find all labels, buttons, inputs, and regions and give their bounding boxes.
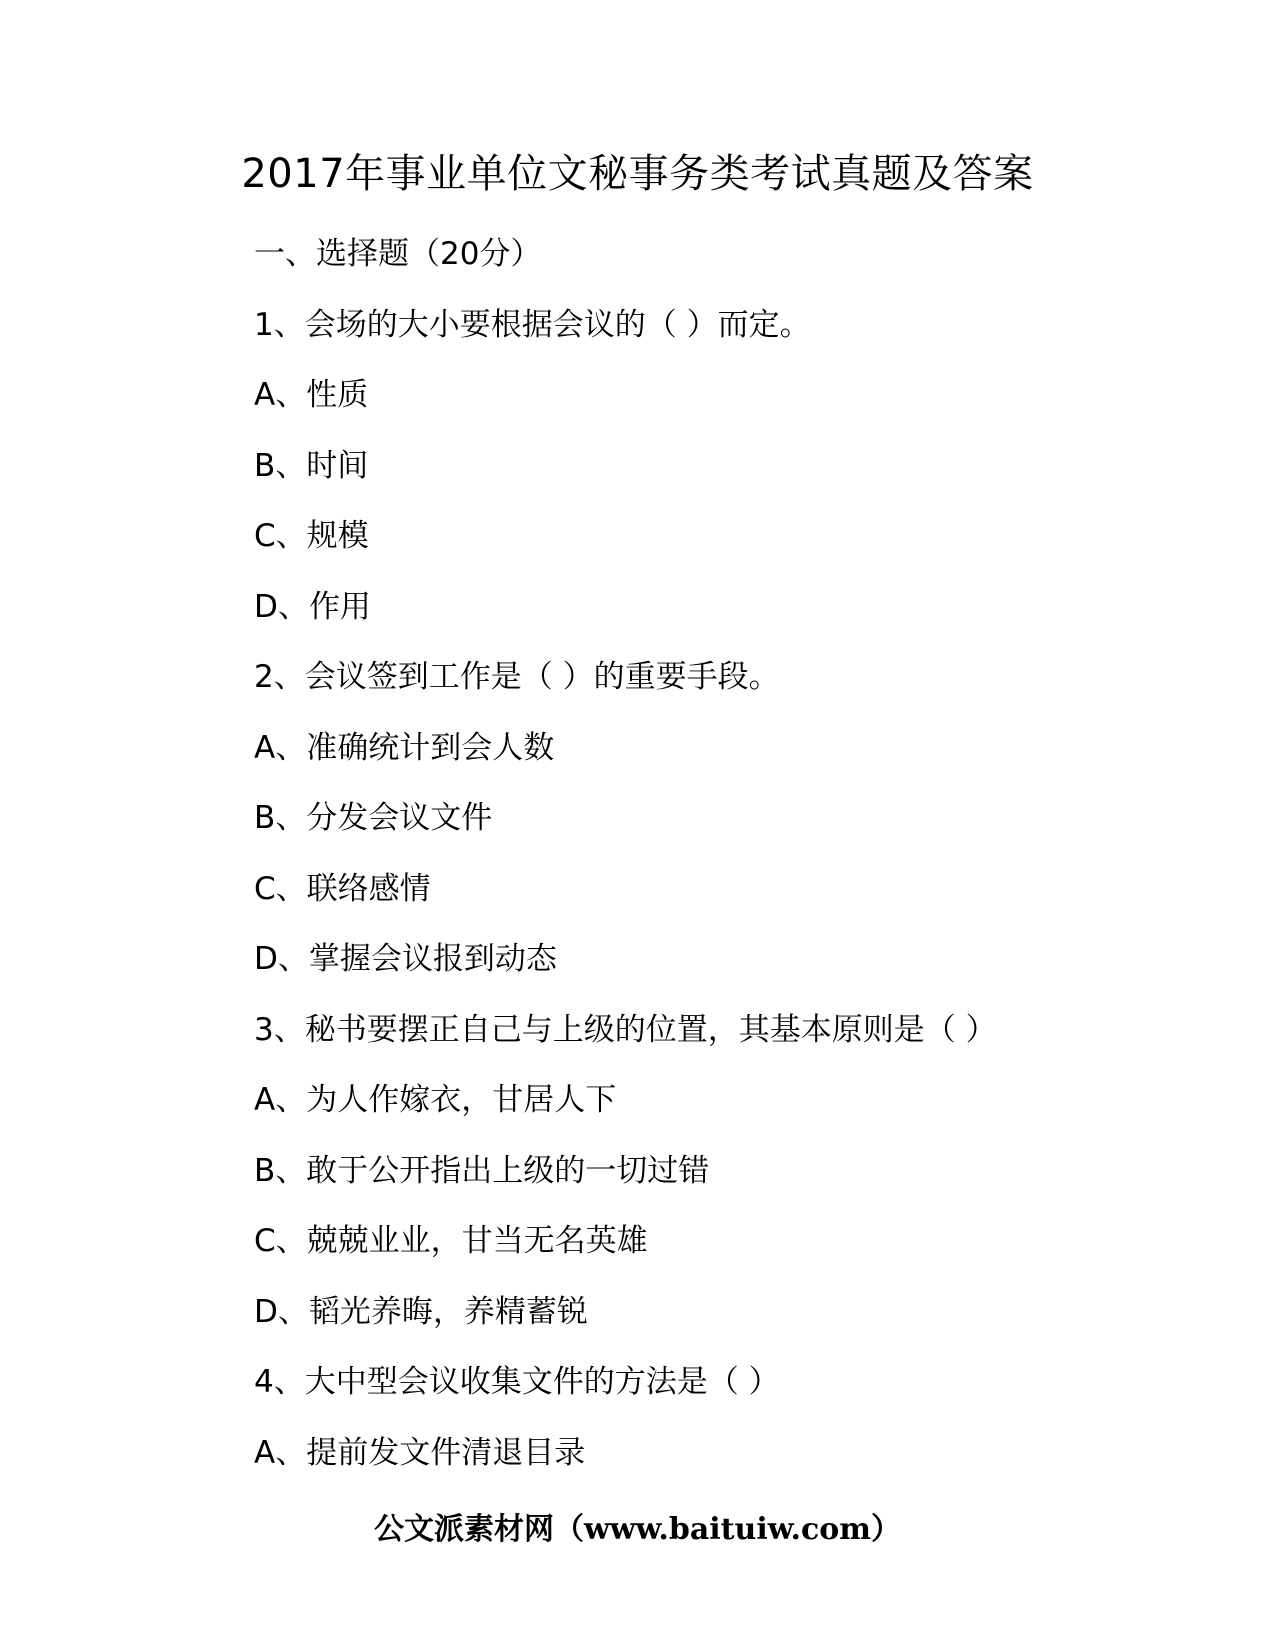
option-3c: C、兢兢业业，甘当无名英雄 [254, 1223, 648, 1259]
footer-source: 公文派素材网（www.baituiw.com） [373, 1512, 902, 1547]
section-heading: 一、选择题（20分） [254, 236, 542, 272]
option-2d: D、掌握会议报到动态 [254, 941, 557, 977]
option-2a: A、准确统计到会人数 [254, 730, 555, 766]
option-3a: A、为人作嫁衣，甘居人下 [254, 1082, 617, 1118]
option-1c: C、规模 [254, 518, 369, 554]
question-2: 2、会议签到工作是（ ）的重要手段。 [254, 659, 780, 695]
document-title: 2017年事业单位文秘事务类考试真题及答案 [241, 151, 1034, 197]
question-3: 3、秘书要摆正自己与上级的位置，其基本原则是（ ） [254, 1012, 997, 1048]
option-1b: B、时间 [254, 448, 369, 484]
option-1a: A、性质 [254, 377, 369, 413]
option-2b: B、分发会议文件 [254, 800, 493, 836]
question-1: 1、会场的大小要根据会议的（ ）而定。 [254, 307, 811, 343]
question-4: 4、大中型会议收集文件的方法是（ ） [254, 1364, 780, 1400]
option-4a: A、提前发文件清退目录 [254, 1435, 586, 1471]
option-1d: D、作用 [254, 589, 371, 625]
option-3b: B、敢于公开指出上级的一切过错 [254, 1153, 710, 1189]
option-2c: C、联络感情 [254, 871, 431, 907]
option-3d: D、韬光养晦，养精蓄锐 [254, 1294, 588, 1330]
